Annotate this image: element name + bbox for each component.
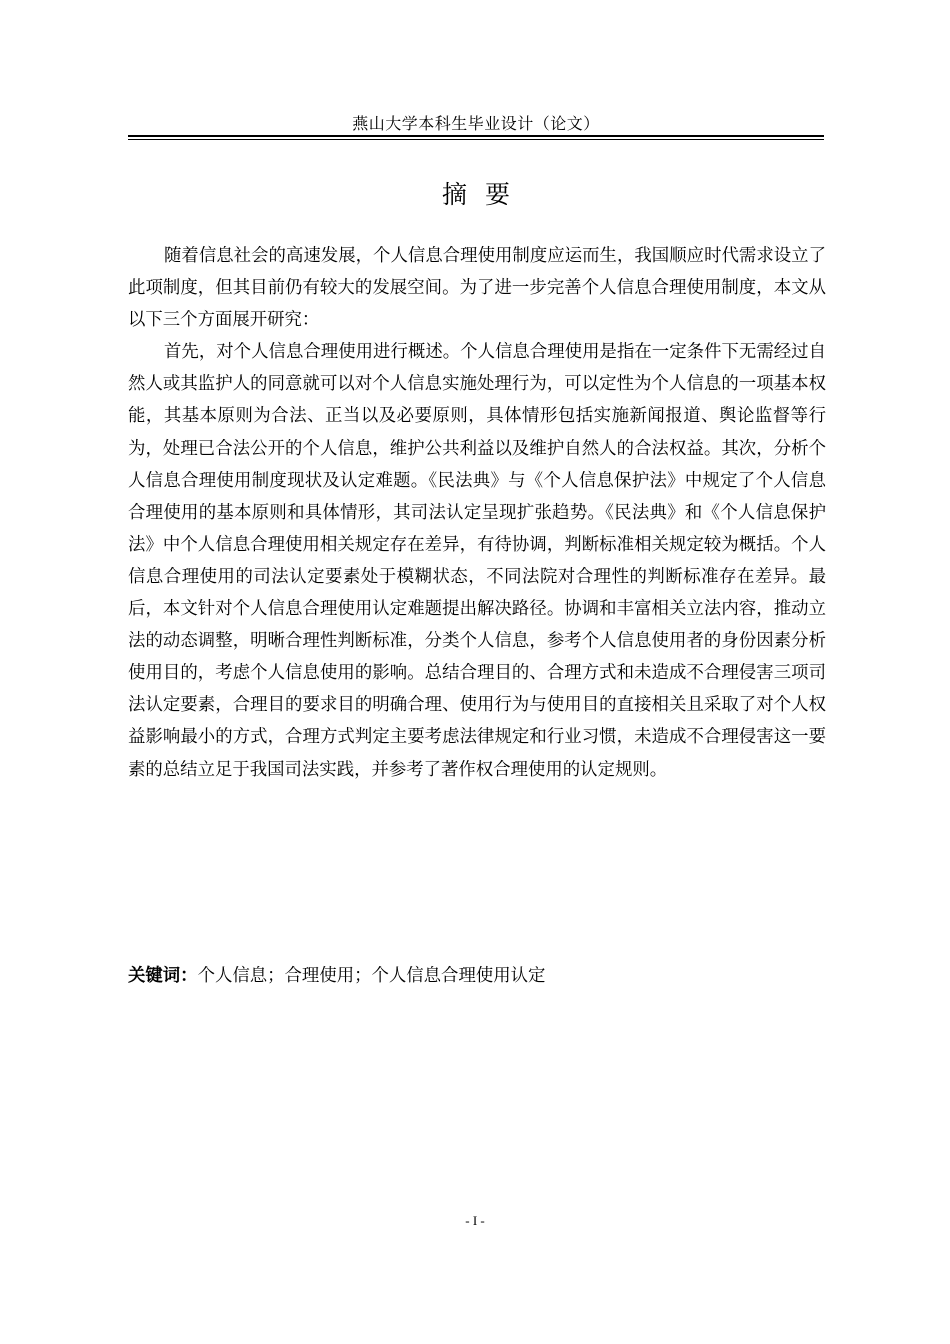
header-rule bbox=[128, 135, 824, 137]
page-title: 摘要 bbox=[441, 180, 528, 209]
abstract-body bbox=[128, 240, 826, 786]
page-number: - I - bbox=[465, 1213, 485, 1228]
running-header: 燕山大学本科生毕业设计（论文） bbox=[352, 114, 600, 133]
keywords-label: 关键词： bbox=[128, 966, 198, 986]
keywords-line bbox=[128, 960, 824, 992]
keywords-text: 个人信息；合理使用；个人信息合理使用认定 bbox=[197, 966, 546, 986]
abstract-paragraph-1: 随着信息社会的高速发展，个人信息合理使用制度应运而生，我国顺应时代需求设立了此项制度，但其目前仍有较大的发展空间。为了进一步完善个人信息合理使用制度，本文从以下三个方面展开研究： bbox=[128, 246, 826, 331]
header-rule-thin bbox=[128, 139, 824, 140]
abstract-paragraph-2: 首先，对个人信息合理使用进行概述。个人信息合理使用是指在一定条件下无需经过自然人或其监护人的同意就可以对个人信息实施处理行为，可以定性为个人信息的一项基本权能，其基本原则为合法、正当以及必要原则，具体情形包括实施新闻报道、舆论监督等行为，处理已合法公开的个人信息，维护公共利益以及维护自然人的合法权益。其次，分析个人信息合理使用制度现状及认定难题。《民法典》与《个人信息保护法》中规定了个人信息合理使用的基本原则和具体情形，其司法认定呈现扩张趋势。《民法典》和《个人信息保护法》中个人信息合理使用相关规定存在差异，有待协调，判断标准相关规定较为概括。个人信息合理使用的司法认定要素处于模糊状态，不同法院对合理性的判断标准存在差异。最后，本文针对个人信息合理使用认定难题提出解决路径。协调和丰富相关立法内容，推动立法的动态调整，明晰合理性判断标准，分类个人信息，参考个人信息使用者的身份因素分析使用目的，考虑个人信息使用的影响。总结合理目的、合理方式和未造成不合理侵害三项司法认定要素，合理目的要求目的明确合理、使用行为与使用目的直接相关且采取了对个人权益影响最小的方式，合理方式判定主要考虑法律规定和行业习惯，未造成不合理侵害这一要素的总结立足于我国司法实践，并参考了著作权合理使用的认定规则。 bbox=[128, 342, 826, 780]
